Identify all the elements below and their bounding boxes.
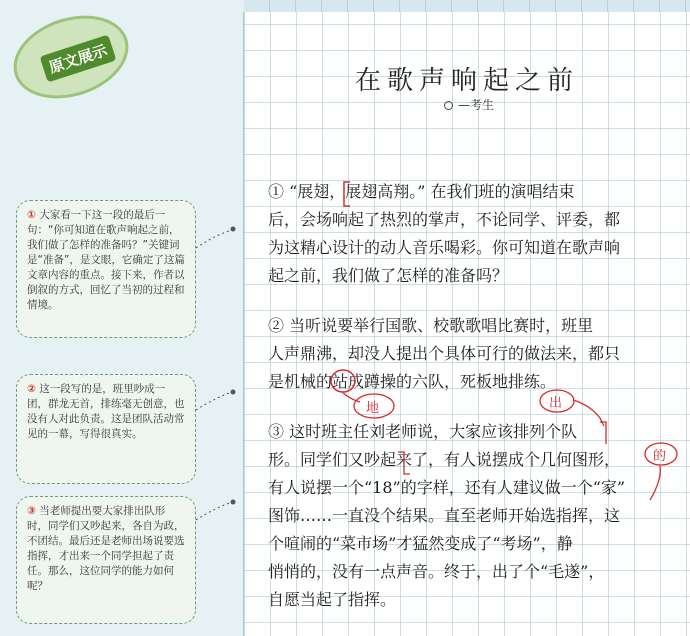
correction-text-4: 的 <box>653 449 667 464</box>
correction-bracket-4 <box>398 452 410 474</box>
correction-text-2: 地 <box>366 401 380 416</box>
note-text: 大家看一下这一段的最后一句：“你可知道在歌声响起之前，我们做了怎样的准备吗？”关键词是“准备”，是文眼，它确定了这篇文章内容的重点。接下来，作者以倒叙的方式，回忆了当初的过程和情境。 <box>27 209 185 311</box>
paragraph-line: 是机械的站成蹲操的六队，死板地排练。 <box>268 372 557 391</box>
paragraph-line: 图饰……一直没个结果。直至老师开始选指挥，这 <box>268 506 621 525</box>
essay-author: —考生 <box>444 96 494 113</box>
paragraph-line: 为这精心设计的动人音乐喝彩。你可知道在歌声响 <box>268 238 621 257</box>
correction-text-3: 出 <box>549 396 563 411</box>
connector-dot-3 <box>231 500 236 505</box>
note-number: ① <box>27 209 36 221</box>
paragraph-line: 悄悄的，没有一点声音。终于，出了个“毛遂”， <box>268 562 605 581</box>
correction-circle-2 <box>331 370 355 392</box>
connector-line-3 <box>196 502 232 520</box>
paragraph-line: ③ 这时班主任刘老师说，大家应该排列个队 <box>268 422 578 441</box>
badge-label: 原文展示 <box>40 35 117 83</box>
paragraph-line: ① “展翅，展翅高翔。” 在我们班的演唱结束 <box>268 182 575 201</box>
note-number: ③ <box>27 505 36 517</box>
note-text: 当老师提出要大家排出队形时，同学们又吵起来，各自为政，不团结。最后还是老师出场说要选指挥，才出来一个同学担起了责任。那么，这位同学的能力如何呢？ <box>27 505 185 592</box>
note-number: ② <box>27 383 36 395</box>
paragraph-line: 人声鼎沸，却没人提出个具体可行的做法来，都只 <box>268 344 621 363</box>
paragraph-line: 有人说摆一个“18”的字样，还有人建议做一个“家” <box>268 478 626 497</box>
connector-dot-1 <box>231 227 236 232</box>
connector-line-1 <box>196 230 232 248</box>
correction-bracket-1 <box>344 182 350 206</box>
paragraph-line: 起之前，我们做了怎样的准备吗？ <box>268 266 509 285</box>
paragraph-line: 后，会场响起了热烈的掌声，不论同学、评委，都 <box>268 210 621 229</box>
correction-arrow-2 <box>343 393 360 402</box>
note-text: 这一段写的是，班里吵成一团，群龙无首，排练毫无创意，也没有人对此负责。这是团队活动常见的一幕，写得很真实。 <box>27 383 185 440</box>
connector-dot-2 <box>231 390 236 395</box>
connector-line-2 <box>196 392 232 410</box>
correction-insert-3 <box>573 400 604 426</box>
paragraph-line: 自愿当起了指挥。 <box>268 590 397 609</box>
author-name: 考生 <box>470 98 495 112</box>
paragraph-line: ② 当听说要举行国歌、校歌歌唱比赛时，班里 <box>268 316 594 335</box>
correction-arrow-4 <box>650 466 660 500</box>
paragraph-line: 形。同学们又吵起来了，有人说摆成个几何图形， <box>268 450 621 469</box>
essay-title: 在歌声响起之前 <box>354 66 579 96</box>
paragraph-line: 个喧闹的“菜市场”才猛然变成了“考场”，静 <box>268 534 573 553</box>
